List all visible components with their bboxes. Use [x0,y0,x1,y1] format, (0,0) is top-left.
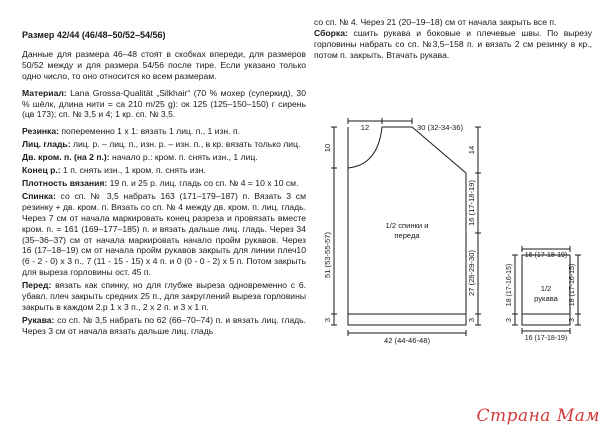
rib-label: Резинка: [22,126,59,137]
pattern-schematic [312,115,602,355]
back-text: со сп. № 3,5 набрать 163 (171–179–187) п. Вязать 3 см резинку + дв. кром. п. Вязать со сп. № 4 между дв. кром. п. лиц. гладь. Через 7 см от начала маркировать конец разреза и провязать вместе кром. п. = 161 (169–177–185) п. и вязать дальше лиц. гладь. Через 34 (35–36–37) см от начала маркировать начало пройм рукавов. Через 16 (17–18–19) см от начала пройм рукавов закрыть для линии плеч10 (6 - 2 - 0) x 3 п., 7 (11 - 15 - 15) x 4 п. и 0 (0 - 0 - 2) x 5 п. Потом закрыть для выреза горловины ост. 45 п. [22,190,306,278]
sleeve-piece-label-1: 1/2 [540,284,552,293]
edge-paragraph [22,152,306,163]
dim-42-label: 42 (44-46-48) [383,336,431,345]
front-text: вязать как спинку, но для глубже выреза одновременно с 6. убавл. плеч закрыть средних 25 п., для закруглений выреза горловины закрыть в каждом 2.р 1 x 3 п., 2 x 2 п. и 3 x 1 п. [22,280,306,312]
assembly-paragraph [314,28,592,61]
material-label: Материал: [22,87,67,98]
sleeve-continued-text: со сп. № 4. Через 21 (20–19–18) см от начала закрыть все п. [314,17,557,27]
gauge-text: 19 п. и 25 р. лиц. гладь со сп. № 4 = 10 x 10 см. [107,177,299,188]
size-heading: Размер 42/44 (46/48–50/52–54/56) [22,30,166,40]
dim-30-label: 30 (32-34-36) [416,123,464,132]
back-paragraph [22,191,306,278]
instructions-left-column [22,30,306,339]
row-end-text: 1 п. снять изн., 1 кром. п. снять изн. [60,165,206,176]
sleeve-top-label: 16 (17-18-19) [524,252,568,259]
body-piece-label-1: 1/2 спинки и [385,221,429,230]
dim-10-label: 10 [323,143,332,153]
dim-3-right-label: 3 [467,317,476,323]
dim-27-label: 27 (28-29-30) [467,249,476,297]
stockinette-paragraph [22,139,306,150]
assembly-text: сшить рукава и боковые и плечевые швы. По вырезу горловины набрать со сп. №3,5–158 п. и вязать 2 см резинку в кр., потом п. закрыть. Втачать рукава. [314,28,592,60]
material-text: Lana Grossa-Qualität „Silkhair“ (70 % мохер (суперкид), 30 % шёлк, длина нити = ca 210 m/25 g): ок 125 (125–150–150) г сирень (цв 173); сп. № 3,5 и 4; 1 кр. сп. № 3,5. [22,87,306,120]
schematic-svg [312,115,602,355]
edge-text: начало р.: кром. п. снять изн., 1 лиц. [109,152,258,163]
stockinette-text: лиц. р. – лиц. п., изн. р. – изн. п., в кр. вязать только лиц. [70,139,301,150]
front-label: Перед: [22,280,52,291]
gauge-paragraph [22,178,306,189]
sleeve-label: Рукава: [22,314,55,325]
body-piece-label-2: переда [394,231,420,240]
sleeve-3-left-label: 3 [506,318,513,322]
dim-14-label: 14 [467,145,476,155]
dim-51-label: 51 (53-55-57) [323,231,332,279]
dim-16-label: 16 (17-18-19) [467,179,476,227]
intro-paragraph: Данные для размера 46–48 стоят в скобках впереди, для размеров 50/52 между и для размера 54/56 после тире. Если указано только одно число, то оно относится ко всем размерам. [22,48,306,81]
sleeve-piece-label-2: рукава [534,294,558,303]
dim-12-label: 12 [360,123,370,132]
dim-3-left-label: 3 [323,317,332,323]
rib-text: попеременно 1 x 1: вязать 1 лиц. п., 1 изн. п. [59,126,240,137]
front-paragraph [22,280,306,313]
material-paragraph [22,88,306,121]
row-end-label: Конец р.: [22,165,61,176]
rib-paragraph [22,126,306,137]
back-label: Спинка: [22,190,56,201]
sleeve-text: со сп. № 3,5 набрать по 62 (66–70–74) п. и вязать лиц. гладь. Через 3 см от начала вязать дальше лиц. гладь [22,314,306,336]
sleeve-3-right-label: 3 [569,318,576,322]
site-watermark: Страна Мам [476,406,600,426]
edge-label: Дв. кром. п. (на 2 п.): [22,152,110,163]
sleeve-left-label: 18 (17-16-15) [506,263,513,307]
sleeve-paragraph [22,315,306,337]
stockinette-label: Лиц. гладь: [22,139,71,150]
sleeve-right-label: 18 (17-16-15) [569,263,576,307]
instructions-right-column [314,17,592,61]
gauge-label: Плотность вязания: [22,177,108,188]
assembly-label: Сборка: [314,28,348,38]
sleeve-bottom-label: 16 (17-18-19) [524,335,568,342]
row-end-paragraph [22,165,306,176]
